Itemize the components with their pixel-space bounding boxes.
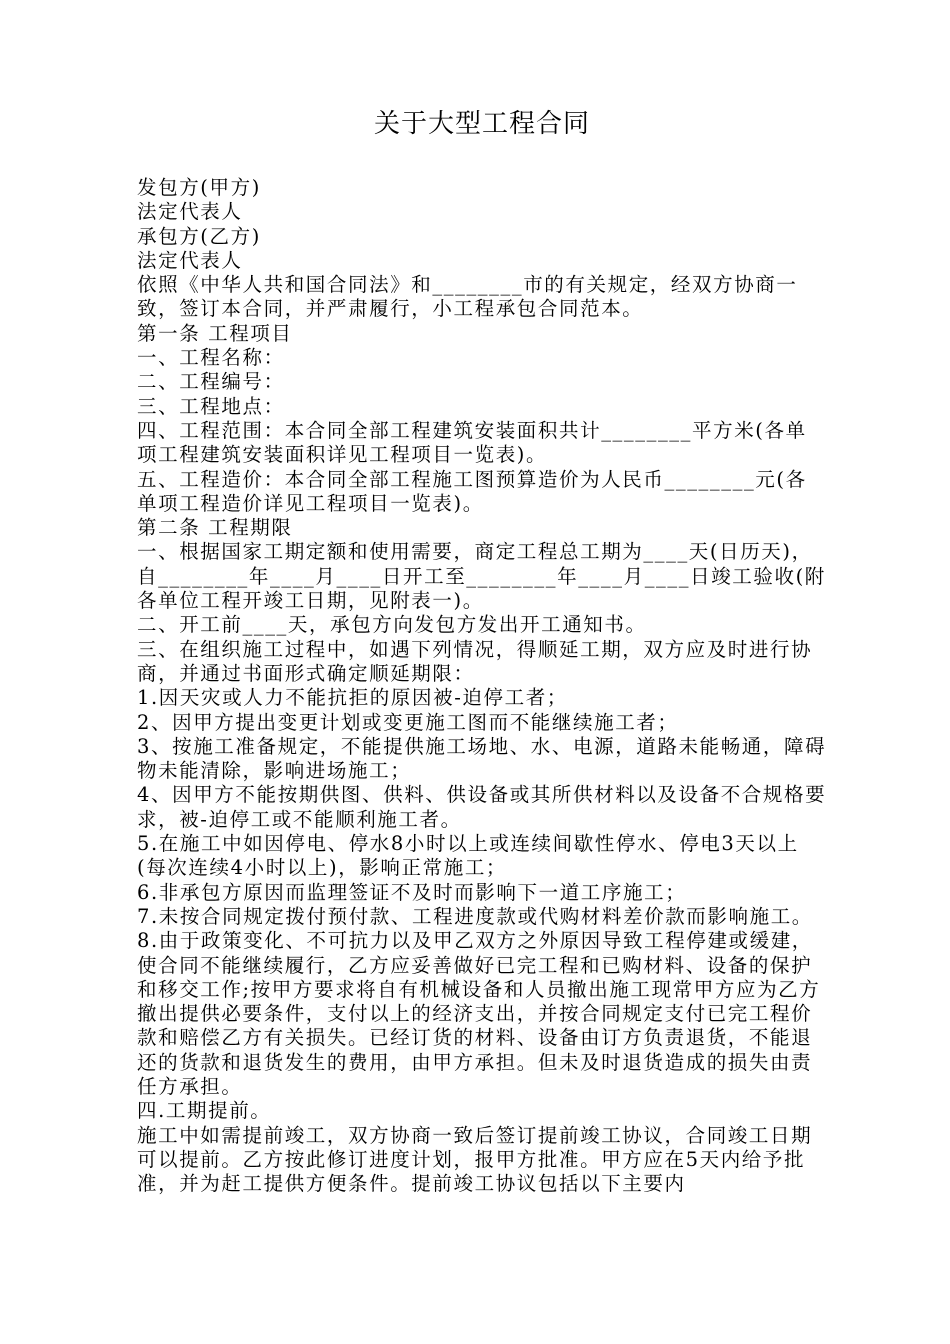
condition-3: 3、按施工准备规定，不能提供施工场地、水、电源，道路未能畅通，障碍物未能清除，影响进场施工； (137, 734, 827, 783)
condition-1: 1.因天灾或人力不能抗拒的原因被-迫停工者； (137, 686, 568, 710)
paragraph-contractor-representative: 法定代表人 (137, 248, 243, 272)
item-project-number: 二、工程编号： (137, 370, 285, 394)
document-page (137, 0, 827, 1344)
item-project-scope: 四、工程范围：本合同全部工程建筑安装面积共计________平方米(各单项工程建筑安装面积详见工程项目一览表)。 (137, 418, 807, 467)
document-title: 关于大型工程合同 (373, 109, 590, 139)
condition-4: 4、因甲方不能按期供图、供料、供设备或其所供材料以及设备不合规格要求，被-迫停工或不能顺利施工者。 (137, 783, 827, 831)
clause-start-notice: 二、开工前____天，承包方向发包方发出开工通知书。 (137, 613, 647, 637)
condition-5: 5.在施工中如因停电、停水8小时以上或连续间歇性停水、停电3天以上(每次连续4小时以上)，影响正常施工； (137, 832, 799, 880)
article-2-heading: 第二条 工程期限 (137, 516, 293, 540)
paragraph-employer-representative: 法定代表人 (137, 200, 243, 224)
condition-7: 7.未按合同规定拨付预付款、工程进度款或代购材料差价款而影响施工。 (137, 904, 813, 928)
condition-8: 8.由于政策变化、不可抗力以及甲乙双方之外原因导致工程停建或缓建，使合同不能继续履行，乙方应妥善做好已完工程和已购材料、设备的保护和移交工作;按甲方要求将自有机械设备和人员撤出施工现常甲方应为乙方撤出提供必要条件，支付以上的经济支出，并按合同规定支付已完工程价款和赔偿乙方有关损失。已经订货的材料、设备由订方负责退货，不能退还的货款和退货发生的费用，由甲方承担。但未及时退货造成的损失由责任方承担。 (137, 929, 821, 1098)
clause-early-completion-heading: 四.工期提前。 (137, 1099, 272, 1123)
paragraph-employer: 发包方(甲方) (137, 176, 261, 199)
document-body (137, 176, 827, 1196)
item-project-name: 一、工程名称： (137, 346, 285, 370)
clause-early-completion: 施工中如需提前竣工，双方协商一致后签订提前竣工协议，合同竣工日期可以提前。乙方按此修订进度计划，报甲方批准。甲方应在5天内给予批准，并为赶工提供方便条件。提前竣工协议包括以下主要内 (137, 1123, 813, 1196)
item-project-location: 三、工程地点： (137, 394, 285, 418)
paragraph-contractor: 承包方(乙方) (137, 224, 261, 248)
condition-6: 6.非承包方原因而监理签证不及时而影响下一道工序施工； (137, 880, 687, 904)
condition-2: 2、因甲方提出变更计划或变更施工图而不能继续施工者； (137, 710, 679, 734)
item-project-cost: 五、工程造价：本合同全部工程施工图预算造价为人民币________元(各单项工程造价详见工程项目一览表)。 (137, 467, 807, 515)
clause-extension-conditions: 三、在组织施工过程中，如遇下列情况，得顺延工期，双方应及时进行协商，并通过书面形式确定顺延期限： (137, 637, 813, 685)
clause-total-duration: 一、根据国家工期定额和使用需要，商定工程总工期为____天(日历天)，自________年____月____日开工至________年____月____日竣工验收(附各单位工程开竣工日期，见附表一)。 (137, 540, 826, 613)
paragraph-preamble: 依照《中华人共和国合同法》和________市的有关规定，经双方协商一致，签订本合同，并严肃履行，小工程承包合同范本。 (137, 273, 798, 321)
article-1-heading: 第一条 工程项目 (137, 321, 293, 345)
